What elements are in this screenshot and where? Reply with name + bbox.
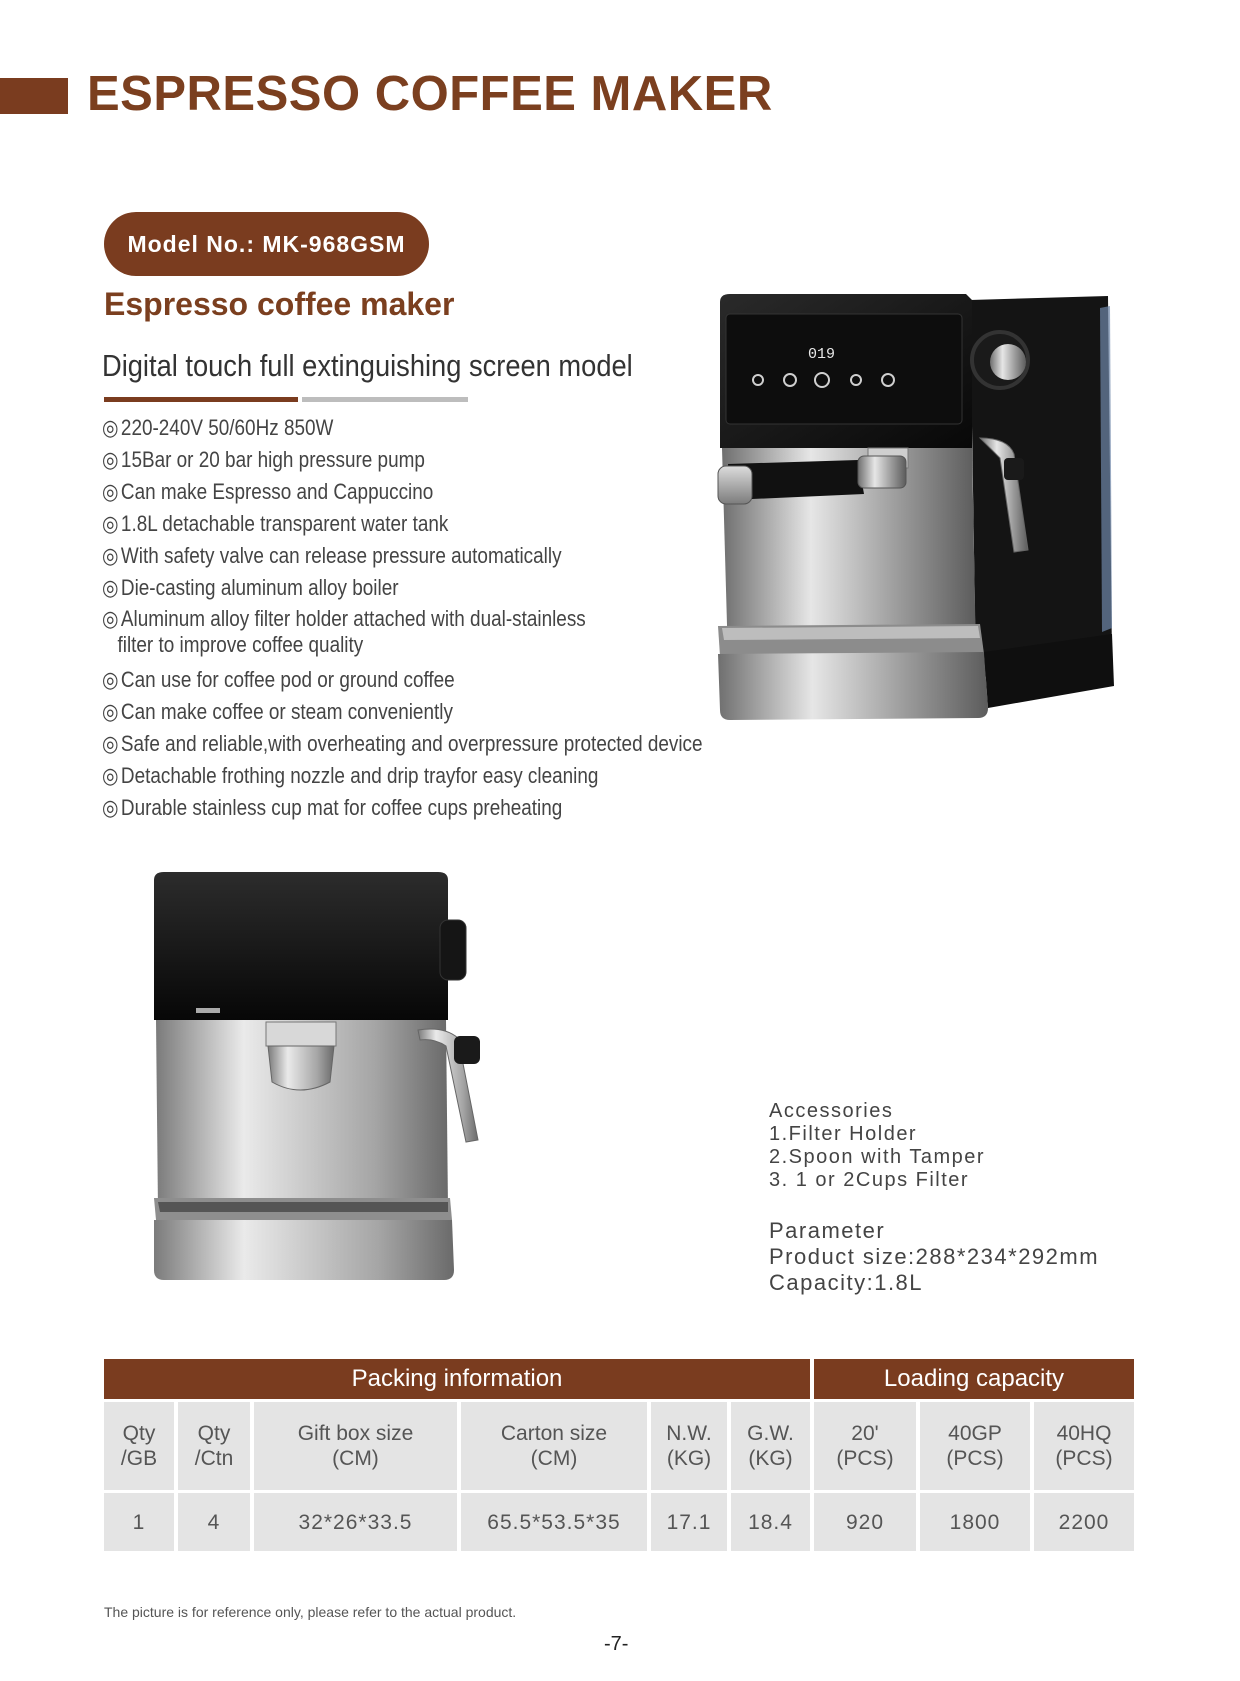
table-cell: 1800: [920, 1493, 1030, 1551]
table-cell: 2200: [1034, 1493, 1134, 1551]
table-cell: 920: [814, 1493, 916, 1551]
feature-item: ◎ Detachable frothing nozzle and drip trayfor easy cleaning: [102, 760, 635, 792]
bullet-icon: ◎: [102, 795, 119, 820]
title-accent-bar: [0, 78, 68, 114]
table-cell: 65.5*53.5*35: [461, 1493, 647, 1551]
col-header-gw: G.W. (KG): [731, 1402, 810, 1490]
accessory-item: 3. 1 or 2Cups Filter: [769, 1169, 970, 1191]
product-tagline: Digital touch full extinguishing screen model: [102, 348, 633, 383]
accessory-item: 2.Spoon with Tamper: [769, 1146, 986, 1168]
coffee-maker-angled-image: [708, 288, 1128, 748]
tagline-underline-gray: [302, 397, 468, 402]
accessories-title: Accessories: [769, 1100, 894, 1122]
col-header-nw: N.W. (KG): [651, 1402, 727, 1490]
feature-list: [102, 412, 722, 824]
accessories-block: [769, 1100, 985, 1192]
model-number-badge: Model No.: MK-968GSM: [104, 212, 429, 276]
feature-item: ◎ Can make coffee or steam conveniently: [102, 696, 635, 728]
page-number: -7-: [604, 1633, 629, 1655]
feature-item: ◎ Durable stainless cup mat for coffee cups preheating: [102, 792, 635, 824]
footnote: The picture is for reference only, please refer to the actual product.: [104, 1604, 517, 1620]
table-cell: 1: [104, 1493, 174, 1551]
coffee-maker-front-image: [148, 870, 518, 1290]
feature-item: ◎ Aluminum alloy filter holder attached with dual-stainless filter to improve coffee quality: [102, 606, 635, 658]
col-header-20ft: 20' (PCS): [814, 1402, 916, 1490]
feature-item: ◎ Die-casting aluminum alloy boiler: [102, 572, 635, 604]
parameter-title: Parameter: [769, 1218, 886, 1243]
feature-item: ◎ Safe and reliable,with overheating and overpressure protected device: [102, 728, 635, 760]
bullet-icon: ◎: [102, 763, 119, 788]
feature-item: ◎ With safety valve can release pressure automatically: [102, 540, 635, 572]
col-header-carton: Carton size (CM): [461, 1402, 647, 1490]
packing-table: [104, 1359, 1134, 1551]
col-header-qty-gb: Qty /GB: [104, 1402, 174, 1490]
bullet-icon: ◎: [102, 479, 119, 504]
feature-item: ◎ Can make Espresso and Cappuccino: [102, 476, 635, 508]
page-title: ESPRESSO COFFEE MAKER: [87, 67, 773, 121]
bullet-icon: ◎: [102, 731, 119, 756]
feature-item: ◎ 220-240V 50/60Hz 850W: [102, 412, 635, 444]
parameter-block: [769, 1218, 1099, 1296]
display-readout: 019: [808, 346, 836, 363]
accessory-item: 1.Filter Holder: [769, 1123, 918, 1145]
bullet-icon: ◎: [102, 415, 119, 440]
bullet-icon: ◎: [102, 511, 119, 536]
bullet-icon: ◎: [102, 606, 119, 631]
bullet-icon: ◎: [102, 667, 119, 692]
table-cell: 32*26*33.5: [254, 1493, 457, 1551]
bullet-icon: ◎: [102, 575, 119, 600]
table-cell: 4: [178, 1493, 250, 1551]
table-cell: 17.1: [651, 1493, 727, 1551]
col-header-40gp: 40GP (PCS): [920, 1402, 1030, 1490]
bullet-icon: ◎: [102, 447, 119, 472]
feature-item: ◎ 1.8L detachable transparent water tank: [102, 508, 635, 540]
packing-info-header: Packing information: [104, 1359, 810, 1399]
tagline-underline-brown: [104, 397, 298, 402]
col-header-40hq: 40HQ (PCS): [1034, 1402, 1134, 1490]
parameter-product-size: Product size:288*234*292mm: [769, 1244, 1100, 1269]
bullet-icon: ◎: [102, 543, 119, 568]
product-name: Espresso coffee maker: [104, 286, 455, 322]
feature-item: ◎ 15Bar or 20 bar high pressure pump: [102, 444, 635, 476]
loading-capacity-header: Loading capacity: [814, 1359, 1134, 1399]
bullet-icon: ◎: [102, 699, 119, 724]
col-header-gift-box: Gift box size (CM): [254, 1402, 457, 1490]
parameter-capacity: Capacity:1.8L: [769, 1270, 924, 1295]
feature-continuation: filter to improve coffee quality: [117, 632, 364, 657]
table-cell: 18.4: [731, 1493, 810, 1551]
col-header-qty-ctn: Qty /Ctn: [178, 1402, 250, 1490]
feature-item: ◎ Can use for coffee pod or ground coffee: [102, 664, 635, 696]
